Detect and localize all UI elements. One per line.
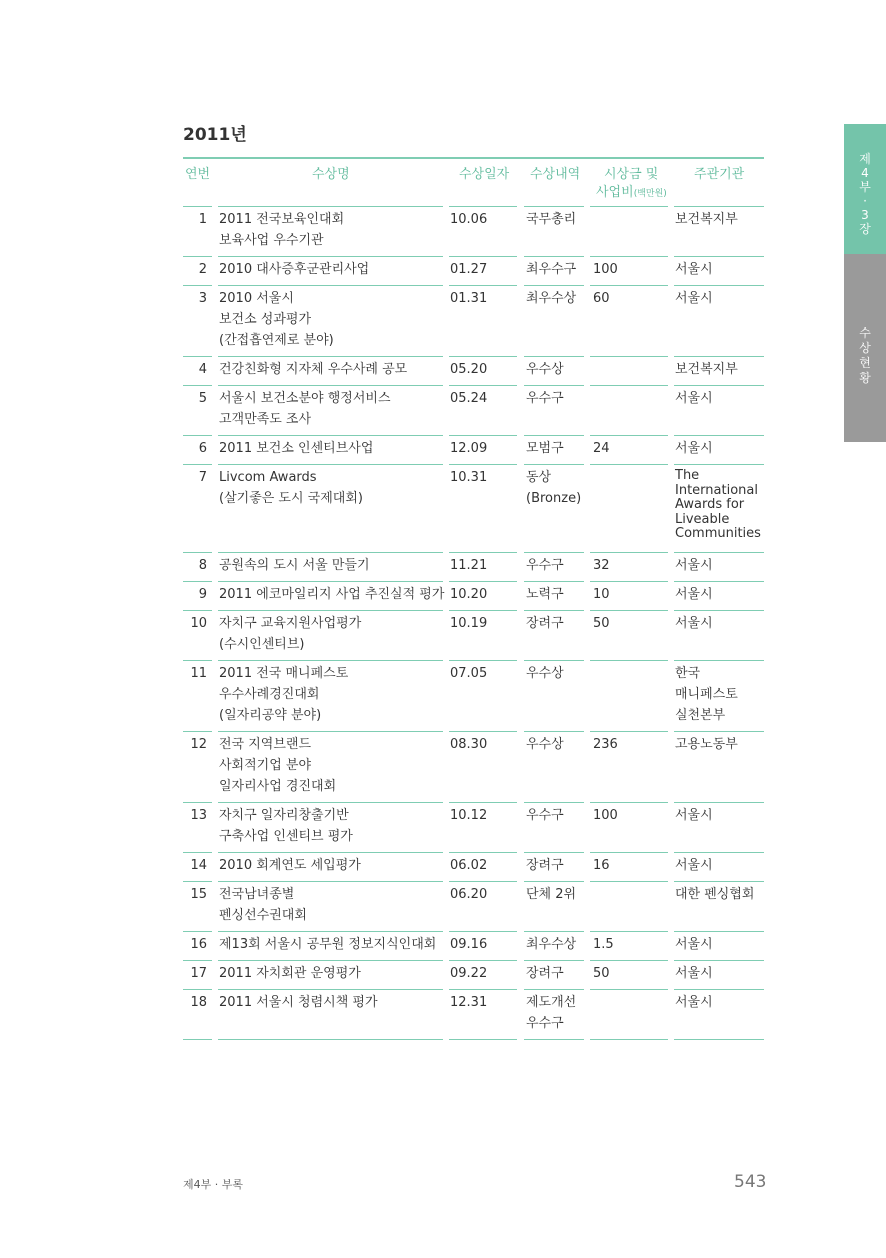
award-result-line: 동상	[526, 470, 552, 485]
award-name-line: 전국남녀종별	[219, 887, 295, 902]
row-separator	[218, 852, 443, 853]
award-result-line: 최우수상	[526, 291, 577, 306]
organizer-line: 서울시	[675, 558, 713, 573]
award-name-line: 보육사업 우수기관	[219, 233, 324, 248]
prize-amount: 60	[593, 291, 610, 306]
row-separator	[218, 931, 443, 932]
header-date: 수상일자	[459, 167, 510, 182]
award-result-line: 최우수상	[526, 937, 577, 952]
row-number: 4	[198, 362, 207, 377]
award-name-line: 구축사업 인센티브 평가	[219, 829, 353, 844]
row-separator	[183, 435, 212, 436]
header-prize-line2	[596, 184, 667, 203]
row-separator	[183, 206, 212, 207]
prize-amount: 50	[593, 966, 610, 981]
award-name-line: 2011 전국 매니페스토	[219, 666, 349, 681]
page-number: 543	[734, 1172, 767, 1192]
row-separator	[674, 731, 764, 732]
header-name: 수상명	[312, 167, 350, 182]
row-separator	[524, 881, 584, 882]
row-separator	[590, 435, 668, 436]
organizer-line: 서울시	[675, 808, 713, 823]
row-separator	[674, 435, 764, 436]
award-name-line: 제13회 서울시 공무원 정보지식인대회	[219, 937, 437, 952]
award-name-line: 자치구 교육지원사업평가	[219, 616, 362, 631]
row-separator	[524, 435, 584, 436]
organizer-line: 서울시	[675, 995, 713, 1010]
row-separator	[674, 552, 764, 553]
row-separator	[183, 356, 212, 357]
award-date: 06.02	[450, 858, 488, 873]
award-result-line: 국무총리	[526, 212, 577, 227]
row-separator	[183, 285, 212, 286]
row-separator	[590, 1039, 668, 1040]
row-separator	[590, 731, 668, 732]
row-separator	[218, 989, 443, 990]
row-separator	[183, 660, 212, 661]
header-prize-line1: 시상금 및	[604, 167, 659, 182]
award-date: 05.24	[450, 391, 488, 406]
row-separator	[218, 435, 443, 436]
header-award: 수상내역	[530, 167, 581, 182]
row-separator	[524, 581, 584, 582]
section-tab-char: 현	[859, 356, 871, 370]
award-date: 01.31	[450, 291, 488, 306]
award-name-line: 고객만족도 조사	[219, 412, 312, 427]
row-separator	[590, 256, 668, 257]
row-separator	[218, 356, 443, 357]
award-name-line: 서울시 보건소분야 행정서비스	[219, 391, 391, 406]
award-result-line: 우수구	[526, 1016, 564, 1031]
section-tab-char: 상	[859, 341, 871, 355]
row-number: 15	[190, 887, 207, 902]
organizer-line: 서울시	[675, 616, 713, 631]
row-number: 2	[198, 262, 207, 277]
header-no: 연번	[185, 167, 211, 182]
row-separator	[449, 256, 517, 257]
award-name-line: 2011 에코마일리지 사업 추진실적 평가	[219, 587, 445, 602]
row-separator	[524, 852, 584, 853]
row-separator	[218, 731, 443, 732]
row-separator	[524, 206, 584, 207]
row-separator	[218, 610, 443, 611]
award-name-line: (간접흡연제로 분야)	[219, 333, 334, 348]
organizer-line: 대한 펜싱협회	[675, 887, 755, 902]
row-separator	[674, 356, 764, 357]
row-separator	[449, 356, 517, 357]
row-separator	[590, 385, 668, 386]
row-separator	[524, 660, 584, 661]
award-date: 07.05	[450, 666, 488, 681]
header-prize-label: 사업비	[596, 185, 634, 200]
row-separator	[183, 881, 212, 882]
award-name-line: 펜싱선수권대회	[219, 908, 307, 923]
row-separator	[449, 802, 517, 803]
row-number: 9	[198, 587, 207, 602]
row-separator	[449, 435, 517, 436]
row-number: 12	[190, 737, 207, 752]
row-separator	[449, 610, 517, 611]
row-separator	[218, 960, 443, 961]
row-separator	[590, 960, 668, 961]
row-separator	[674, 464, 764, 465]
award-date: 10.06	[450, 212, 488, 227]
organizer-line: 한국	[675, 666, 701, 681]
row-separator	[524, 1039, 584, 1040]
row-separator	[449, 881, 517, 882]
row-separator	[524, 802, 584, 803]
row-separator	[218, 581, 443, 582]
row-separator	[183, 610, 212, 611]
prize-amount: 10	[593, 587, 610, 602]
row-number: 5	[198, 391, 207, 406]
row-separator	[183, 1039, 212, 1040]
award-date: 05.20	[450, 362, 488, 377]
award-name-line: 사회적기업 분야	[219, 758, 312, 773]
row-separator	[674, 960, 764, 961]
row-separator	[590, 581, 668, 582]
award-result-line: 장려구	[526, 616, 564, 631]
award-result-line: 최우수구	[526, 262, 577, 277]
organizer-line: 실천본부	[675, 708, 726, 723]
row-separator	[524, 960, 584, 961]
prize-amount: 236	[593, 737, 618, 752]
row-separator	[674, 385, 764, 386]
award-result-line: 노력구	[526, 587, 564, 602]
organizer-line: 서울시	[675, 291, 713, 306]
row-number: 11	[190, 666, 207, 681]
organizer-line: 서울시	[675, 262, 713, 277]
award-name-line: 자치구 일자리창출기반	[219, 808, 349, 823]
row-separator	[524, 385, 584, 386]
row-separator	[674, 206, 764, 207]
row-separator	[674, 660, 764, 661]
row-separator	[674, 285, 764, 286]
row-separator	[218, 1039, 443, 1040]
row-separator	[183, 552, 212, 553]
row-separator	[183, 581, 212, 582]
award-result-line: 우수구	[526, 558, 564, 573]
row-separator	[218, 802, 443, 803]
row-separator	[218, 464, 443, 465]
organizer-line: 보건복지부	[675, 362, 738, 377]
row-separator	[449, 464, 517, 465]
award-name-line: 2010 회계연도 세입평가	[219, 858, 361, 873]
organizer-line: 서울시	[675, 858, 713, 873]
organizer-line: Awards for	[675, 497, 745, 512]
organizer-line: 서울시	[675, 587, 713, 602]
row-separator	[449, 852, 517, 853]
prize-amount: 24	[593, 441, 610, 456]
award-date: 12.31	[450, 995, 488, 1010]
award-name-line: 전국 지역브랜드	[219, 737, 312, 752]
chapter-tab-char: 4	[861, 166, 869, 180]
prize-amount: 32	[593, 558, 610, 573]
award-date: 01.27	[450, 262, 488, 277]
row-separator	[183, 852, 212, 853]
award-name-line: 2011 보건소 인센티브사업	[219, 441, 374, 456]
row-separator	[449, 581, 517, 582]
award-date: 09.16	[450, 937, 488, 952]
row-number: 18	[190, 995, 207, 1010]
row-separator	[590, 285, 668, 286]
chapter-tab-char: 3	[861, 208, 869, 222]
row-separator	[449, 285, 517, 286]
row-separator	[218, 285, 443, 286]
row-separator	[183, 256, 212, 257]
award-result-line: 모범구	[526, 441, 564, 456]
organizer-line: Communities	[675, 526, 761, 541]
row-separator	[524, 552, 584, 553]
prize-amount: 50	[593, 616, 610, 631]
chapter-tab-char: 부	[859, 180, 871, 194]
row-number: 17	[190, 966, 207, 981]
row-separator	[674, 581, 764, 582]
row-separator	[183, 731, 212, 732]
prize-amount: 100	[593, 808, 618, 823]
row-separator	[183, 802, 212, 803]
award-date: 10.31	[450, 470, 488, 485]
year-title: 2011년	[183, 125, 247, 145]
row-separator	[590, 206, 668, 207]
row-separator	[524, 256, 584, 257]
row-separator	[674, 610, 764, 611]
row-separator	[449, 960, 517, 961]
chapter-tab-char: 장	[859, 222, 871, 236]
award-name-line: (수시인센티브)	[219, 637, 305, 652]
organizer-line: 매니페스토	[675, 687, 738, 702]
organizer-line: 서울시	[675, 441, 713, 456]
row-number: 3	[198, 291, 207, 306]
section-tab-char: 황	[859, 371, 871, 385]
row-separator	[524, 285, 584, 286]
row-separator	[183, 931, 212, 932]
row-separator	[590, 464, 668, 465]
row-separator	[218, 385, 443, 386]
award-result-line: 우수구	[526, 808, 564, 823]
row-separator	[449, 989, 517, 990]
award-date: 10.19	[450, 616, 488, 631]
award-name-line: 2011 자치회관 운영평가	[219, 966, 361, 981]
award-date: 09.22	[450, 966, 488, 981]
row-separator	[524, 931, 584, 932]
award-name-line: 2010 서울시	[219, 291, 294, 306]
row-separator	[218, 206, 443, 207]
award-name-line: (살기좋은 도시 국제대회)	[219, 491, 363, 506]
award-date: 12.09	[450, 441, 488, 456]
row-separator	[449, 552, 517, 553]
award-name-line: 우수사례경진대회	[219, 687, 320, 702]
award-date: 10.20	[450, 587, 488, 602]
row-number: 16	[190, 937, 207, 952]
award-result-line: 단체 2위	[526, 887, 577, 902]
row-separator	[674, 881, 764, 882]
award-result-line: 제도개선	[526, 995, 577, 1010]
award-name-line: 2011 전국보육인대회	[219, 212, 345, 227]
award-name-line: Livcom Awards	[219, 470, 317, 485]
row-separator	[674, 1039, 764, 1040]
organizer-line: 서울시	[675, 937, 713, 952]
row-separator	[674, 931, 764, 932]
organizer-line: 고용노동부	[675, 737, 738, 752]
organizer-line: The	[675, 468, 700, 483]
section-tab-char: 수	[859, 326, 871, 340]
row-separator	[183, 385, 212, 386]
award-name-line: (일자리공약 분야)	[219, 708, 322, 723]
chapter-tab-char: ·	[863, 194, 867, 208]
row-number: 13	[190, 808, 207, 823]
row-separator	[183, 960, 212, 961]
row-separator	[524, 610, 584, 611]
award-name-line: 건강친화형 지자체 우수사례 공모	[219, 362, 408, 377]
row-number: 8	[198, 558, 207, 573]
header-prize	[596, 166, 667, 203]
award-result-line: 장려구	[526, 858, 564, 873]
organizer-line: International	[675, 482, 758, 498]
award-result-line: 장려구	[526, 966, 564, 981]
row-separator	[590, 552, 668, 553]
award-name-line: 2010 대사증후군관리사업	[219, 262, 370, 277]
chapter-tab-label	[844, 152, 886, 236]
header-top-rule	[183, 157, 764, 159]
organizer-line: 보건복지부	[675, 212, 738, 227]
row-separator	[218, 552, 443, 553]
row-separator	[674, 256, 764, 257]
award-name-line: 공원속의 도시 서울 만들기	[219, 558, 370, 573]
row-separator	[524, 464, 584, 465]
organizer-line: 서울시	[675, 966, 713, 981]
row-separator	[590, 356, 668, 357]
row-separator	[674, 989, 764, 990]
row-separator	[449, 660, 517, 661]
organizer-line: Liveable	[675, 511, 730, 527]
row-number: 10	[190, 616, 207, 631]
award-result-line: 우수상	[526, 362, 564, 377]
award-name-line: 2011 서울시 청렴시책 평가	[219, 995, 378, 1010]
award-result-line: 우수구	[526, 391, 564, 406]
row-separator	[590, 802, 668, 803]
row-number: 1	[198, 212, 207, 227]
row-separator	[524, 731, 584, 732]
row-separator	[590, 610, 668, 611]
row-separator	[183, 464, 212, 465]
row-separator	[218, 256, 443, 257]
award-date: 10.12	[450, 808, 488, 823]
chapter-tab-char: 제	[859, 152, 871, 166]
award-date: 08.30	[450, 737, 488, 752]
row-separator	[218, 660, 443, 661]
award-date: 11.21	[450, 558, 488, 573]
award-result-line: (Bronze)	[526, 491, 582, 506]
award-result-line: 우수상	[526, 737, 564, 752]
row-number: 14	[190, 858, 207, 873]
row-separator	[674, 852, 764, 853]
award-date: 06.20	[450, 887, 488, 902]
row-separator	[590, 881, 668, 882]
row-separator	[183, 989, 212, 990]
row-number: 6	[198, 441, 207, 456]
header-org: 주관기관	[694, 167, 745, 182]
prize-amount: 100	[593, 262, 618, 277]
award-name-line: 일자리사업 경진대회	[219, 779, 337, 794]
row-separator	[449, 385, 517, 386]
row-separator	[590, 931, 668, 932]
organizer-line: 서울시	[675, 391, 713, 406]
row-separator	[590, 852, 668, 853]
row-separator	[449, 931, 517, 932]
row-separator	[590, 989, 668, 990]
row-number: 7	[198, 470, 207, 485]
award-result-line: 우수상	[526, 666, 564, 681]
row-separator	[218, 881, 443, 882]
header-prize-unit: (백만원)	[633, 189, 667, 199]
row-separator	[524, 356, 584, 357]
award-name-line: 보건소 성과평가	[219, 312, 312, 327]
prize-amount: 16	[593, 858, 610, 873]
prize-amount: 1.5	[593, 937, 614, 952]
section-tab-label	[844, 326, 886, 386]
row-separator	[674, 802, 764, 803]
row-separator	[449, 731, 517, 732]
row-separator	[449, 1039, 517, 1040]
footer-section-label: 제4부 · 부록	[183, 1178, 243, 1191]
row-separator	[449, 206, 517, 207]
row-separator	[590, 660, 668, 661]
row-separator	[524, 989, 584, 990]
